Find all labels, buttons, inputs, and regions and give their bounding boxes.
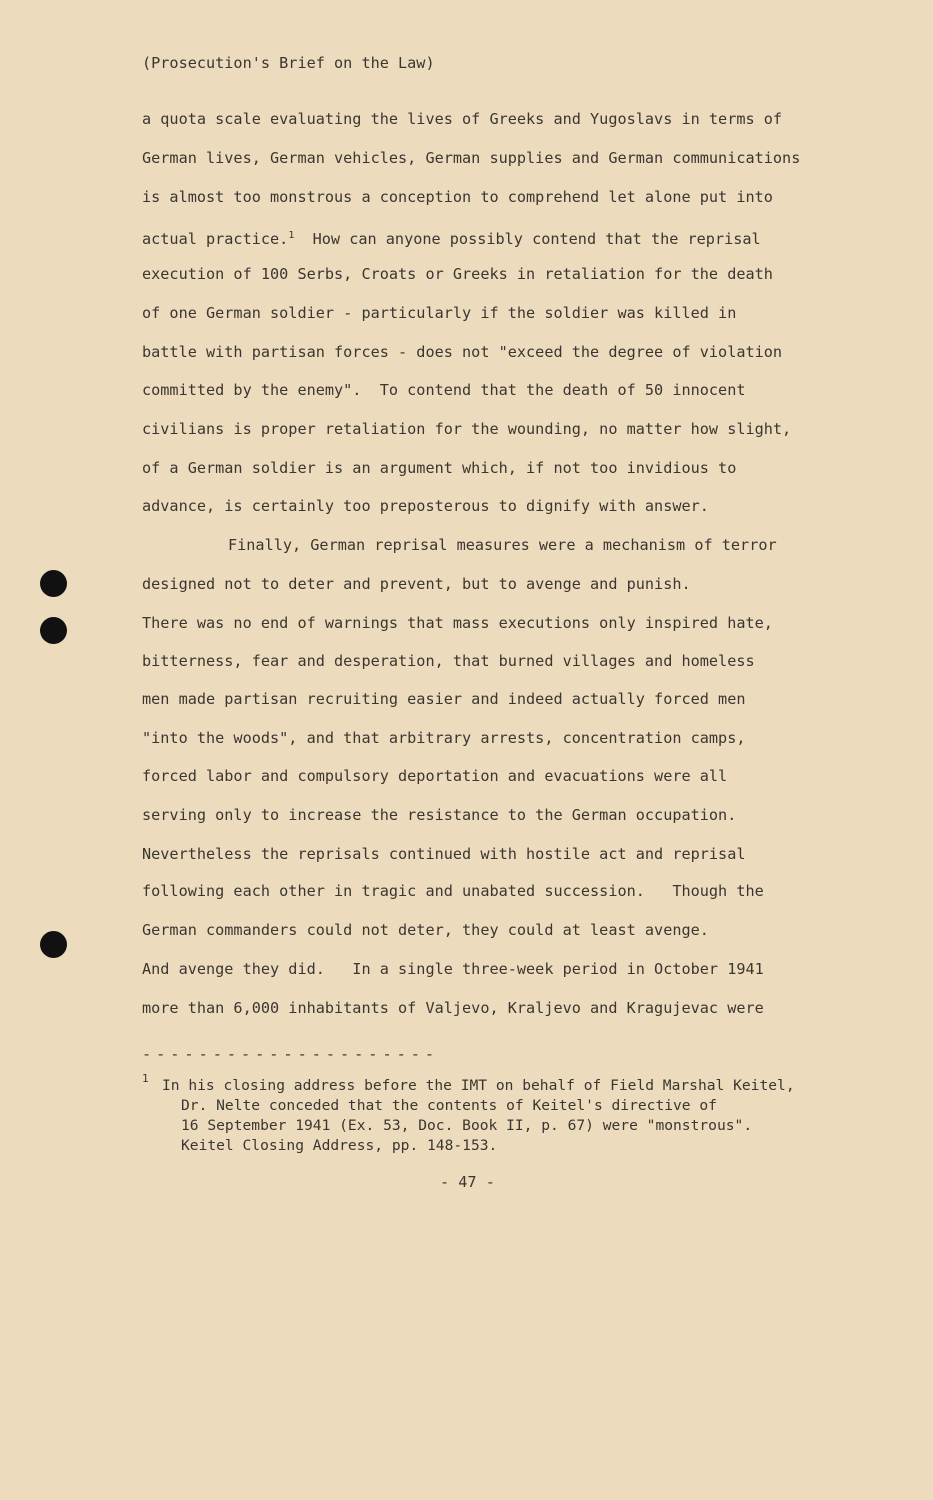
body-line: execution of 100 Serbs, Croats or Greeks in retaliation for the death xyxy=(142,265,773,283)
body-line: Nevertheless the reprisals continued with hostile act and reprisal xyxy=(142,845,746,863)
footnote-line: In his closing address before the IMT on behalf of Field Marshal Keitel, xyxy=(162,1077,795,1094)
body-line: a quota scale evaluating the lives of Greeks and Yugoslavs in terms of xyxy=(142,110,783,128)
body-line: And avenge they did. In a single three-week period in October 1941 xyxy=(142,960,764,978)
body-line: men made partisan recruiting easier and indeed actually forced men xyxy=(142,690,746,708)
punch-hole xyxy=(40,570,67,597)
body-line xyxy=(142,227,761,248)
body-line: serving only to increase the resistance to the German occupation. xyxy=(142,806,737,824)
body-line: designed not to deter and prevent, but to avenge and punish. xyxy=(142,575,691,593)
footnote-reference: 1 xyxy=(288,230,295,241)
footnote-separator: --------------------- xyxy=(142,1045,440,1063)
body-line: There was no end of warnings that mass executions only inspired hate, xyxy=(142,614,773,632)
line-text: How can anyone possibly contend that the reprisal xyxy=(294,230,761,248)
footnote-line: Keitel Closing Address, pp. 148-153. xyxy=(181,1137,498,1154)
body-line: advance, is certainly too preposterous to dignify with answer. xyxy=(142,497,709,515)
body-line: German commanders could not deter, they could at least avenge. xyxy=(142,921,709,939)
body-line: battle with partisan forces - does not "exceed the degree of violation xyxy=(142,343,783,361)
footnote-line: 16 September 1941 (Ex. 53, Doc. Book II, p. 67) were "monstrous". xyxy=(181,1117,753,1134)
body-line: "into the woods", and that arbitrary arrests, concentration camps, xyxy=(142,729,746,747)
body-line: Finally, German reprisal measures were a mechanism of terror xyxy=(228,536,777,554)
body-line: forced labor and compulsory deportation and evacuations were all xyxy=(142,767,728,785)
body-line: of one German soldier - particularly if the soldier was killed in xyxy=(142,304,737,322)
body-line: German lives, German vehicles, German supplies and German communications xyxy=(142,149,801,167)
footnote-marker: 1 xyxy=(142,1072,149,1085)
body-line: civilians is proper retaliation for the wounding, no matter how slight, xyxy=(142,420,792,438)
punch-hole xyxy=(40,617,67,644)
line-text: actual practice. xyxy=(142,230,289,248)
body-line: committed by the enemy". To contend that the death of 50 innocent xyxy=(142,381,746,399)
body-line: of a German soldier is an argument which, if not too invidious to xyxy=(142,459,737,477)
body-line: more than 6,000 inhabitants of Valjevo, Kraljevo and Kragujevac were xyxy=(142,999,764,1017)
body-line: bitterness, fear and desperation, that burned villages and homeless xyxy=(142,652,755,670)
punch-hole xyxy=(40,931,67,958)
page-number: - 47 - xyxy=(440,1173,495,1191)
footnote-line: Dr. Nelte conceded that the contents of Keitel's directive of xyxy=(181,1097,717,1114)
body-line: is almost too monstrous a conception to comprehend let alone put into xyxy=(142,188,773,206)
page-header: (Prosecution's Brief on the Law) xyxy=(142,54,435,72)
body-line: following each other in tragic and unabated succession. Though the xyxy=(142,882,764,900)
